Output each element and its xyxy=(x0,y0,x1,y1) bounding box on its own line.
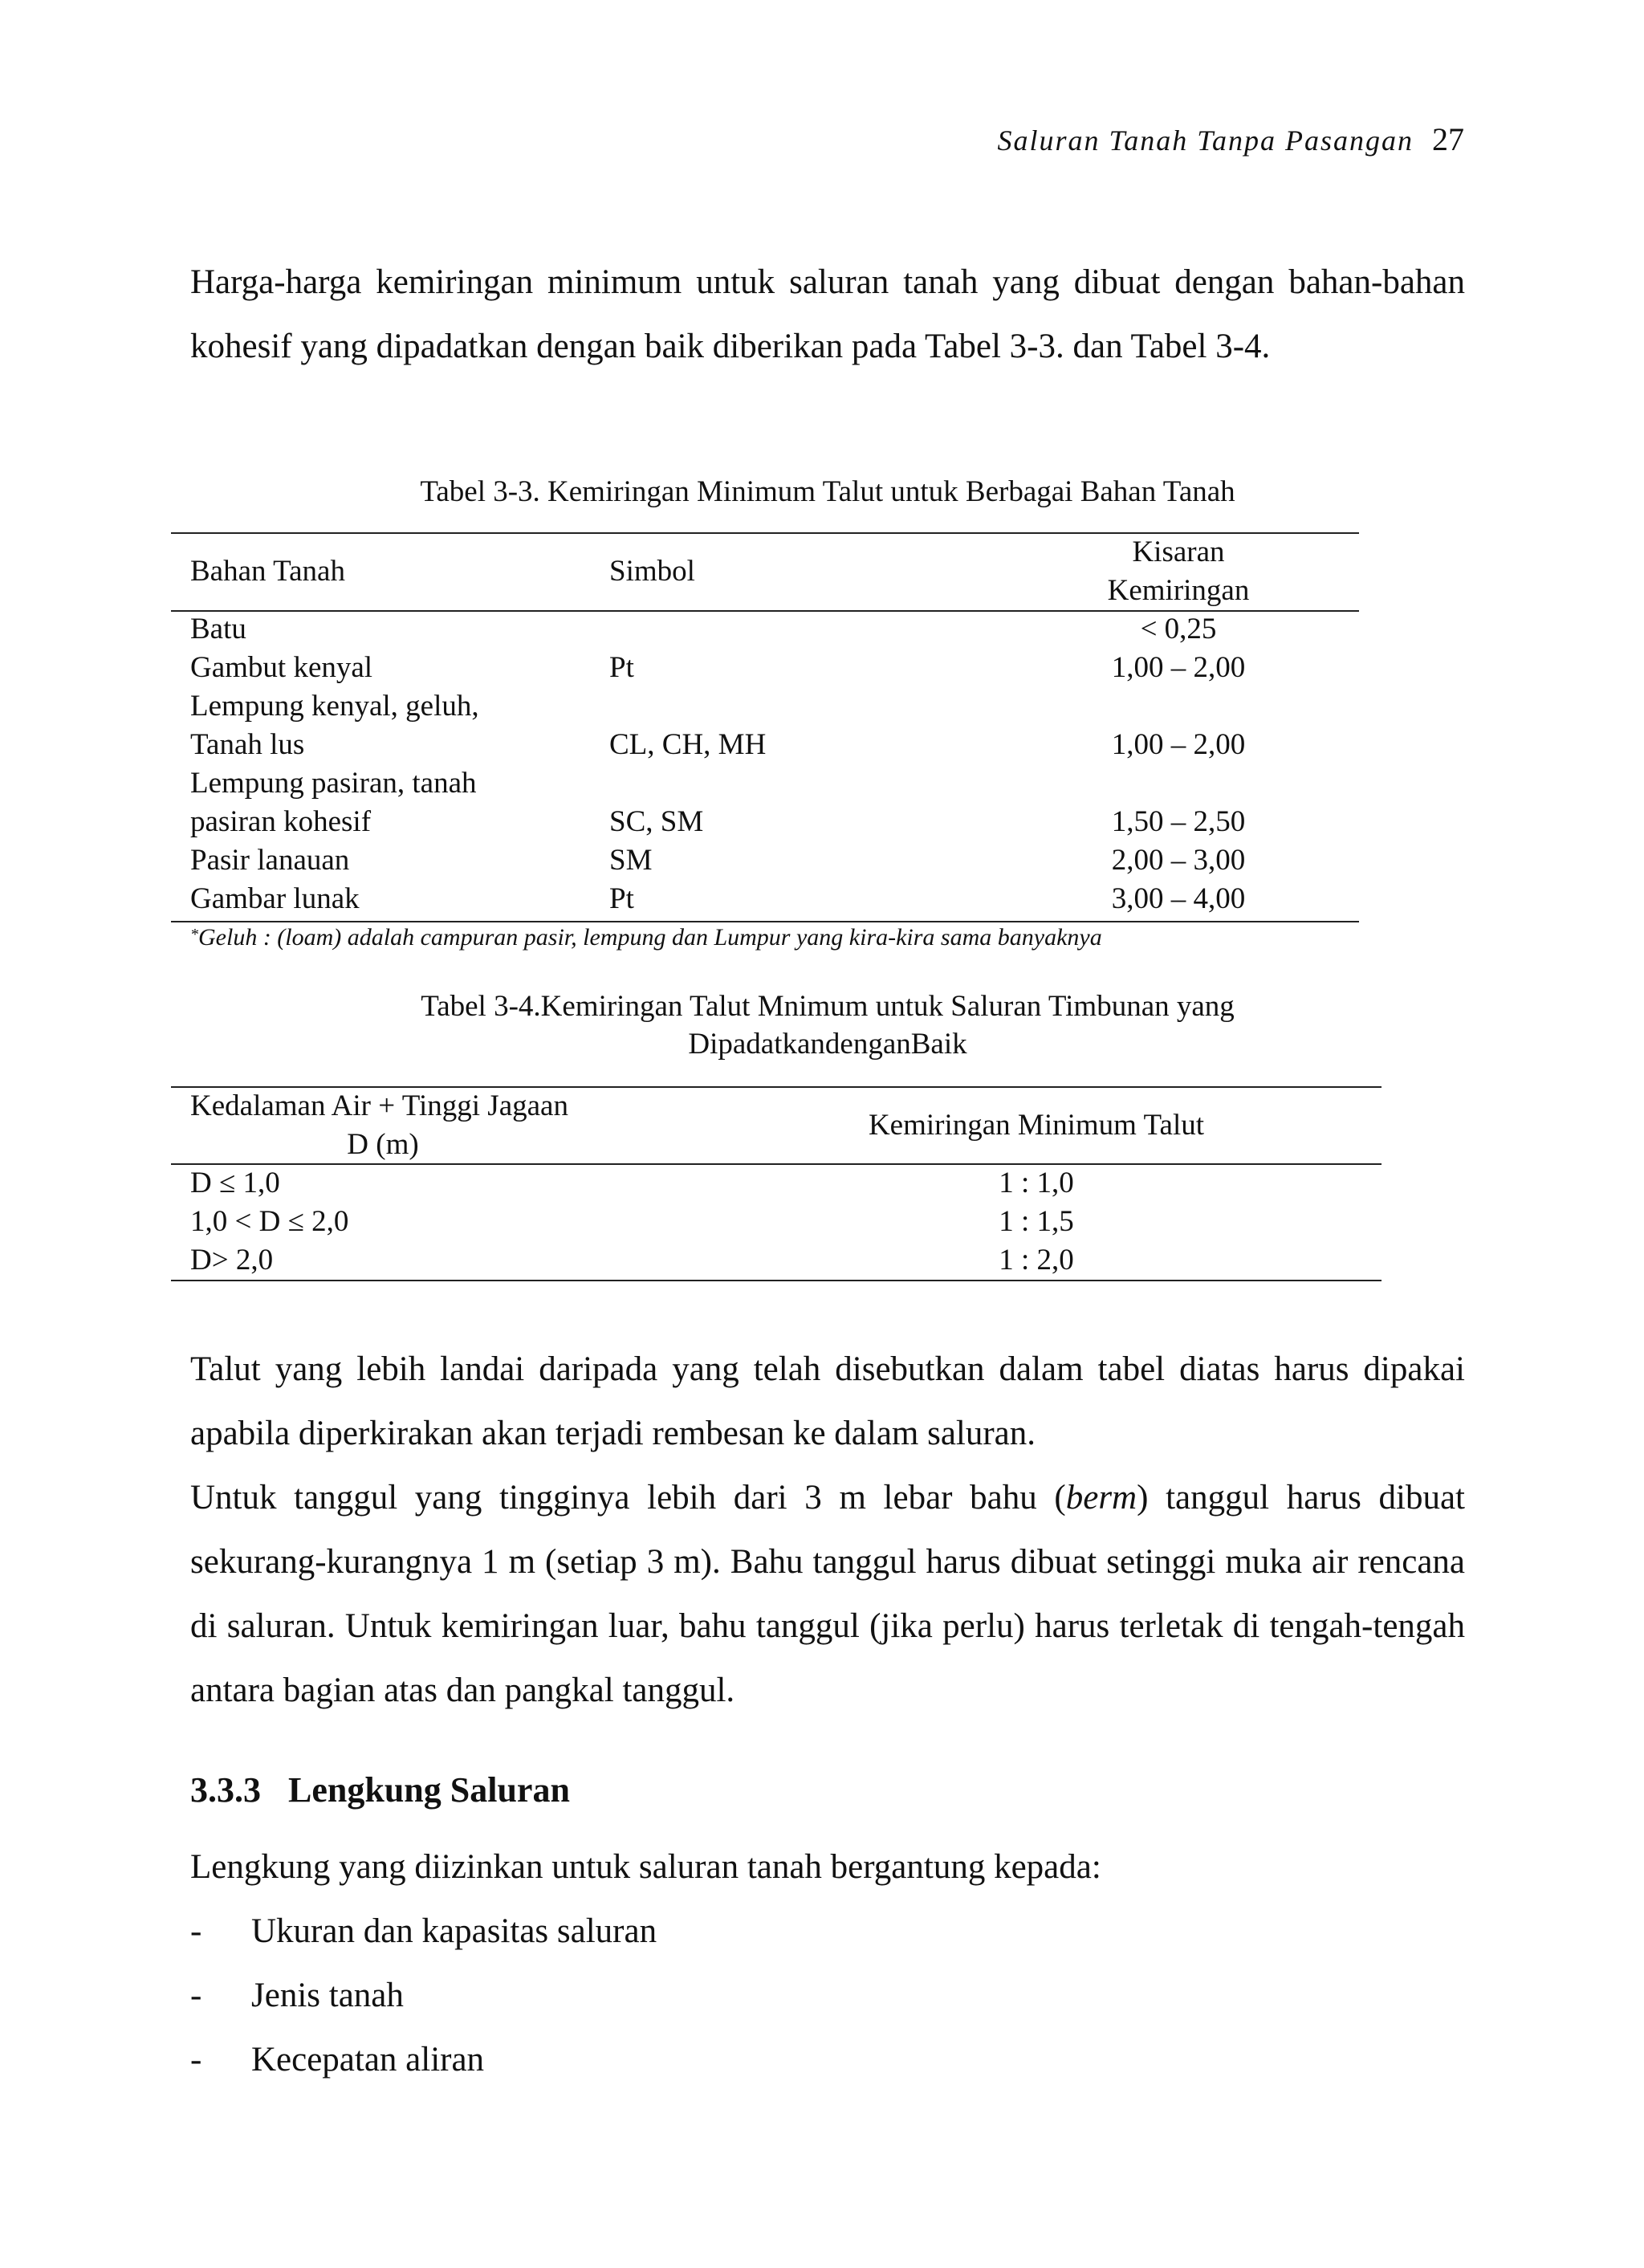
table-row xyxy=(190,687,1346,726)
table-row xyxy=(190,1241,1362,1280)
table1-cell-simbol: Pt xyxy=(609,882,634,915)
table1-header-kisaran xyxy=(1011,533,1346,610)
table1-cell-kisaran: 1,00 – 2,00 xyxy=(1111,728,1246,761)
table-row xyxy=(190,649,1346,687)
bullet-marker: - xyxy=(190,2041,202,2079)
bullet-marker: - xyxy=(190,1977,202,2014)
table2-header-kedalaman xyxy=(190,1087,624,1164)
table1-cell-bahan: pasiran kohesif xyxy=(190,805,372,838)
table2-cell-kedalaman: 1,0 < D ≤ 2,0 xyxy=(190,1205,349,1238)
footnote-text: Geluh : (loam) adalah campuran pasir, lempung dan Lumpur yang kira-kira sama banyaknya xyxy=(198,924,1102,951)
table1-cell-kisaran: 2,00 – 3,00 xyxy=(1111,844,1246,877)
table-row xyxy=(190,880,1346,918)
section-heading xyxy=(190,1766,570,1814)
table2-caption xyxy=(190,987,1465,1063)
table2-header-kemiringan xyxy=(624,1087,1362,1164)
table1-cell-bahan: Gambut kenyal xyxy=(190,651,373,684)
table1-header-bahan: Bahan Tanah xyxy=(190,555,345,588)
table2-cell-kemiringan xyxy=(624,1241,1362,1280)
table1-cell-bahan: Batu xyxy=(190,613,246,645)
section-number: 3.3.3 xyxy=(190,1770,261,1810)
list-item xyxy=(190,2028,657,2092)
table1-header-simbol: Simbol xyxy=(609,555,695,588)
table1-cell-bahan: Tanah lus xyxy=(190,728,305,761)
table2 xyxy=(190,1087,1362,1280)
table1-cell-bahan: Lempung kenyal, geluh, xyxy=(190,690,479,723)
list-item-text: Jenis tanah xyxy=(251,1977,404,2014)
table2-cell-kedalaman: D> 2,0 xyxy=(190,1244,274,1277)
table1-cell-kisaran: 1,00 – 2,00 xyxy=(1111,651,1246,684)
table1-cell-bahan: Gambar lunak xyxy=(190,882,360,915)
table1-cell-kisaran xyxy=(1011,764,1346,803)
table2-cell-kemiringan xyxy=(624,1164,1362,1203)
table1-cell-simbol: SM xyxy=(609,844,653,877)
paragraph-tanggul-part1: Untuk tanggul yang tingginya lebih dari 3 m lebar bahu ( xyxy=(190,1479,1066,1517)
table1-cell-simbol: CL, CH, MH xyxy=(609,728,767,761)
paragraph-tanggul-part2: ) tanggul harus dibuat sekurang-kurangnya 1 m (setiap 3 m). Bahu tanggul harus dibuat setinggi muka air rencana di saluran. Untuk kemiringan luar, bahu tanggul (jika perlu) harus terletak di tengah-tengah antara bagian atas dan pangkal tanggul. xyxy=(190,1479,1466,1709)
table1-cell-simbol xyxy=(609,764,1011,803)
list-item xyxy=(190,1964,657,2028)
section-title: Lengkung Saluran xyxy=(288,1770,570,1810)
paragraph-talut: Talut yang lebih landai daripada yang telah disebutkan dalam tabel diatas harus dipakai apabila diperkirakan akan terjadi rembesan ke dalam saluran. xyxy=(190,1350,1465,1452)
paragraph-tanggul-italic: berm xyxy=(1065,1479,1137,1517)
table-row xyxy=(190,610,1346,649)
table2-cell-kedalaman: D ≤ 1,0 xyxy=(190,1167,280,1199)
table2-caption-line2: DipadatkandenganBaik xyxy=(688,1028,967,1061)
running-title: Saluran Tanah Tanpa Pasangan xyxy=(997,124,1414,157)
table2-cell-kemiringan-value: 1 : 1,5 xyxy=(999,1205,1074,1238)
bullet-marker: - xyxy=(190,1912,202,1950)
table1-bottom-rule xyxy=(171,921,1359,922)
table2-header-row xyxy=(190,1087,1362,1164)
table1-cell-simbol: Pt xyxy=(609,651,634,684)
page-number: 27 xyxy=(1432,121,1464,157)
table1-cell-kisaran: 3,00 – 4,00 xyxy=(1111,882,1246,915)
paragraph-lengkung: Lengkung yang diizinkan untuk saluran tanah bergantung kepada: xyxy=(190,1848,1101,1886)
table2-header-kedalaman-line1: Kedalaman Air + Tinggi Jagaan xyxy=(190,1089,568,1122)
table-row xyxy=(190,1203,1362,1241)
page-header xyxy=(997,121,1464,157)
table-row xyxy=(190,1164,1362,1203)
table2-header-kemiringan-label: Kemiringan Minimum Talut xyxy=(868,1109,1205,1142)
table1-cell-kisaran: 1,50 – 2,50 xyxy=(1111,805,1246,838)
table1-header-kisaran-line2: Kemiringan xyxy=(1107,574,1250,607)
table-row xyxy=(190,803,1346,841)
footnote-marker: * xyxy=(190,926,198,943)
bullet-list xyxy=(190,1900,657,2092)
table1-header-row xyxy=(190,533,1346,610)
table2-header-kedalaman-line2: D (m) xyxy=(347,1128,419,1161)
list-item-text: Ukuran dan kapasitas saluran xyxy=(251,1912,657,1950)
table1-cell-bahan: Lempung pasiran, tanah xyxy=(190,767,477,800)
table-row xyxy=(190,764,1346,803)
table2-caption-line1: Tabel 3-4.Kemiringan Talut Mnimum untuk Saluran Timbunan yang xyxy=(421,990,1235,1023)
table1-cell-kisaran xyxy=(1011,687,1346,726)
table2-cell-kemiringan-value: 1 : 2,0 xyxy=(999,1244,1074,1277)
table-row xyxy=(190,726,1346,764)
table1-header-kisaran-line1: Kisaran xyxy=(1132,535,1225,568)
table1-cell-bahan: Pasir lanauan xyxy=(190,844,350,877)
table1 xyxy=(190,533,1346,918)
table2-cell-kemiringan-value: 1 : 1,0 xyxy=(999,1167,1074,1199)
paragraph-tanggul xyxy=(190,1466,1465,1723)
table-row xyxy=(190,841,1346,880)
list-item xyxy=(190,1900,657,1964)
table1-cell-simbol xyxy=(609,687,1011,726)
table2-cell-kemiringan xyxy=(624,1203,1362,1241)
list-item-text: Kecepatan aliran xyxy=(251,2041,485,2079)
table1-footnote xyxy=(190,923,1102,952)
table1-cell-kisaran: < 0,25 xyxy=(1140,613,1217,645)
table2-bottom-rule xyxy=(171,1280,1382,1281)
intro-paragraph: Harga-harga kemiringan minimum untuk saluran tanah yang dibuat dengan bahan-bahan kohesif yang dipadatkan dengan baik diberikan pada Tabel 3-3. dan Tabel 3-4. xyxy=(190,263,1465,365)
table1-cell-simbol xyxy=(609,610,1011,649)
table1-caption: Tabel 3-3. Kemiringan Minimum Talut untuk Berbagai Bahan Tanah xyxy=(420,475,1235,508)
table1-cell-simbol: SC, SM xyxy=(609,805,704,838)
